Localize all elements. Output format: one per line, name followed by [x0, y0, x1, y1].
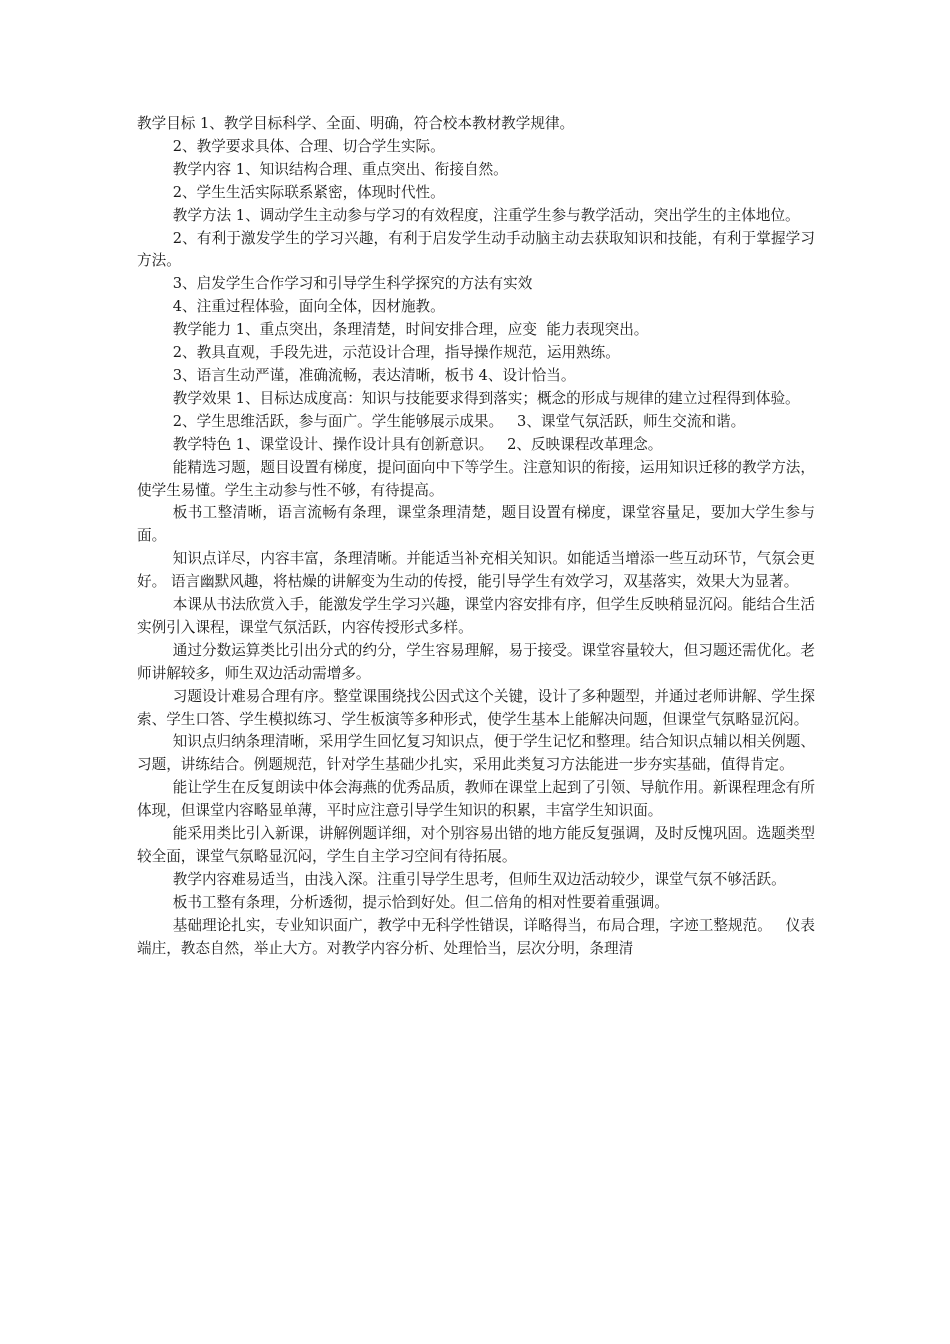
paragraph: 4、注重过程体验，面向全体，因材施教。 — [172, 298, 445, 316]
paragraph-comment: 本课从书法欣赏入手，能激发学生学习兴趣，课堂内容安排有序，但学生反映稍显沉闷。能结合生活实例引入课程，课堂气氛活跃，内容传授形式多样。 — [137, 596, 815, 636]
paragraph: 2、教学要求具体、合理、切合学生实际。 — [172, 137, 445, 155]
paragraph-comment: 习题设计难易合理有序。整堂课围绕找公因式这个关键，设计了多种题型，并通过老师讲解、学生探索、学生口答、学生模拟练习、学生板演等多种形式，使学生基本上能解决问题，但课堂气氛略显沉闷。 — [137, 687, 815, 728]
paragraph: 3、语言生动严谨，准确流畅，表达清晰，板书 4、设计恰当。 — [172, 366, 576, 384]
document-body — [137, 113, 815, 961]
paragraph-teaching-features: 教学特色 1、课堂设计、操作设计具有创新意识。 2、反映课程改革理念。 — [172, 435, 663, 453]
paragraph: 2、有利于激发学生的学习兴趣，有利于启发学生动手动脑主动去获取知识和技能，有利于掌握学习方法。 — [137, 229, 815, 270]
paragraph-comment: 知识点归纳条理清晰，采用学生回忆复习知识点，便于学生记忆和整理。结合知识点辅以相关例题、习题，讲练结合。例题规范，针对学生基础少扎实，采用此类复习方法能进一步夯实基础，值得肯定。 — [137, 733, 815, 774]
paragraph-teaching-goals: 教学目标 1、教学目标科学、全面、明确，符合校本教材教学规律。 — [137, 115, 575, 132]
paragraph: 3、启发学生合作学习和引导学生科学探究的方法有实效 — [172, 275, 533, 293]
paragraph-comment: 通过分数运算类比引出分式的约分，学生容易理解，易于接受。课堂容量较大，但习题还需优化。老师讲解较多，师生双边活动需增多。 — [137, 641, 815, 682]
paragraph-comment: 基础理论扎实，专业知识面广，教学中无科学性错误，详略得当，布局合理，字迹工整规范。 仪表端庄，教态自然，举止大方。对教学内容分析、处理恰当，层次分明，条理清 — [137, 916, 815, 957]
paragraph: 2、学生思维活跃，参与面广。学生能够展示成果。 3、课堂气氛活跃，师生交流和谐。 — [172, 412, 746, 430]
paragraph-teaching-methods: 教学方法 1、调动学生主动参与学习的有效程度，注重学生参与教学活动，突出学生的主体地位。 — [172, 206, 800, 224]
paragraph-comment: 能精选习题，题目设置有梯度，提问面向中下等学生。注意知识的衔接，运用知识迁移的教学方法，使学生易懂。学生主动参与性不够，有待提高。 — [137, 458, 815, 499]
paragraph: 2、学生生活实际联系紧密，体现时代性。 — [172, 183, 445, 201]
paragraph-comment: 知识点详尽，内容丰富，条理清晰。并能适当补充相关知识。如能适当增添一些互动环节，气氛会更好。 语言幽默风趣，将枯燥的讲解变为生动的传授，能引导学生有效学习，双基落实，效果大为显著。 — [137, 550, 815, 591]
paragraph-comment: 教学内容难易适当，由浅入深。注重引导学生思考，但师生双边活动较少，课堂气氛不够活跃。 — [172, 870, 786, 888]
paragraph-teaching-ability: 教学能力 1、重点突出，条理清楚，时间安排合理，应变 能力表现突出。 — [172, 321, 649, 339]
paragraph-comment: 能采用类比引入新课，讲解例题详细，对个别容易出错的地方能反复强调，及时反愧巩固。选题类型较全面，课堂气氛略显沉闷，学生自主学习空间有待拓展。 — [137, 825, 815, 865]
paragraph-comment: 板书工整有条理，分析透彻，提示恰到好处。但二倍角的相对性要着重强调。 — [172, 893, 669, 911]
paragraph-teaching-content: 教学内容 1、知识结构合理、重点突出、衔接自然。 — [172, 160, 508, 178]
paragraph-comment: 板书工整清晰，语言流畅有条理，课堂条理清楚，题目设置有梯度，课堂容量足，要加大学生参与面。 — [137, 504, 815, 545]
paragraph: 2、教具直观，手段先进，示范设计合理，指导操作规范，运用熟练。 — [172, 344, 620, 362]
paragraph-comment: 能让学生在反复朗读中体会海燕的优秀品质，教师在课堂上起到了引领、导航作用。新课程理念有所体现，但课堂内容略显单薄，平时应注意引导学生知识的积累，丰富学生知识面。 — [137, 779, 815, 820]
paragraph-teaching-effect: 教学效果 1、目标达成度高：知识与技能要求得到落实；概念的形成与规律的建立过程得到体验。 — [172, 389, 800, 407]
